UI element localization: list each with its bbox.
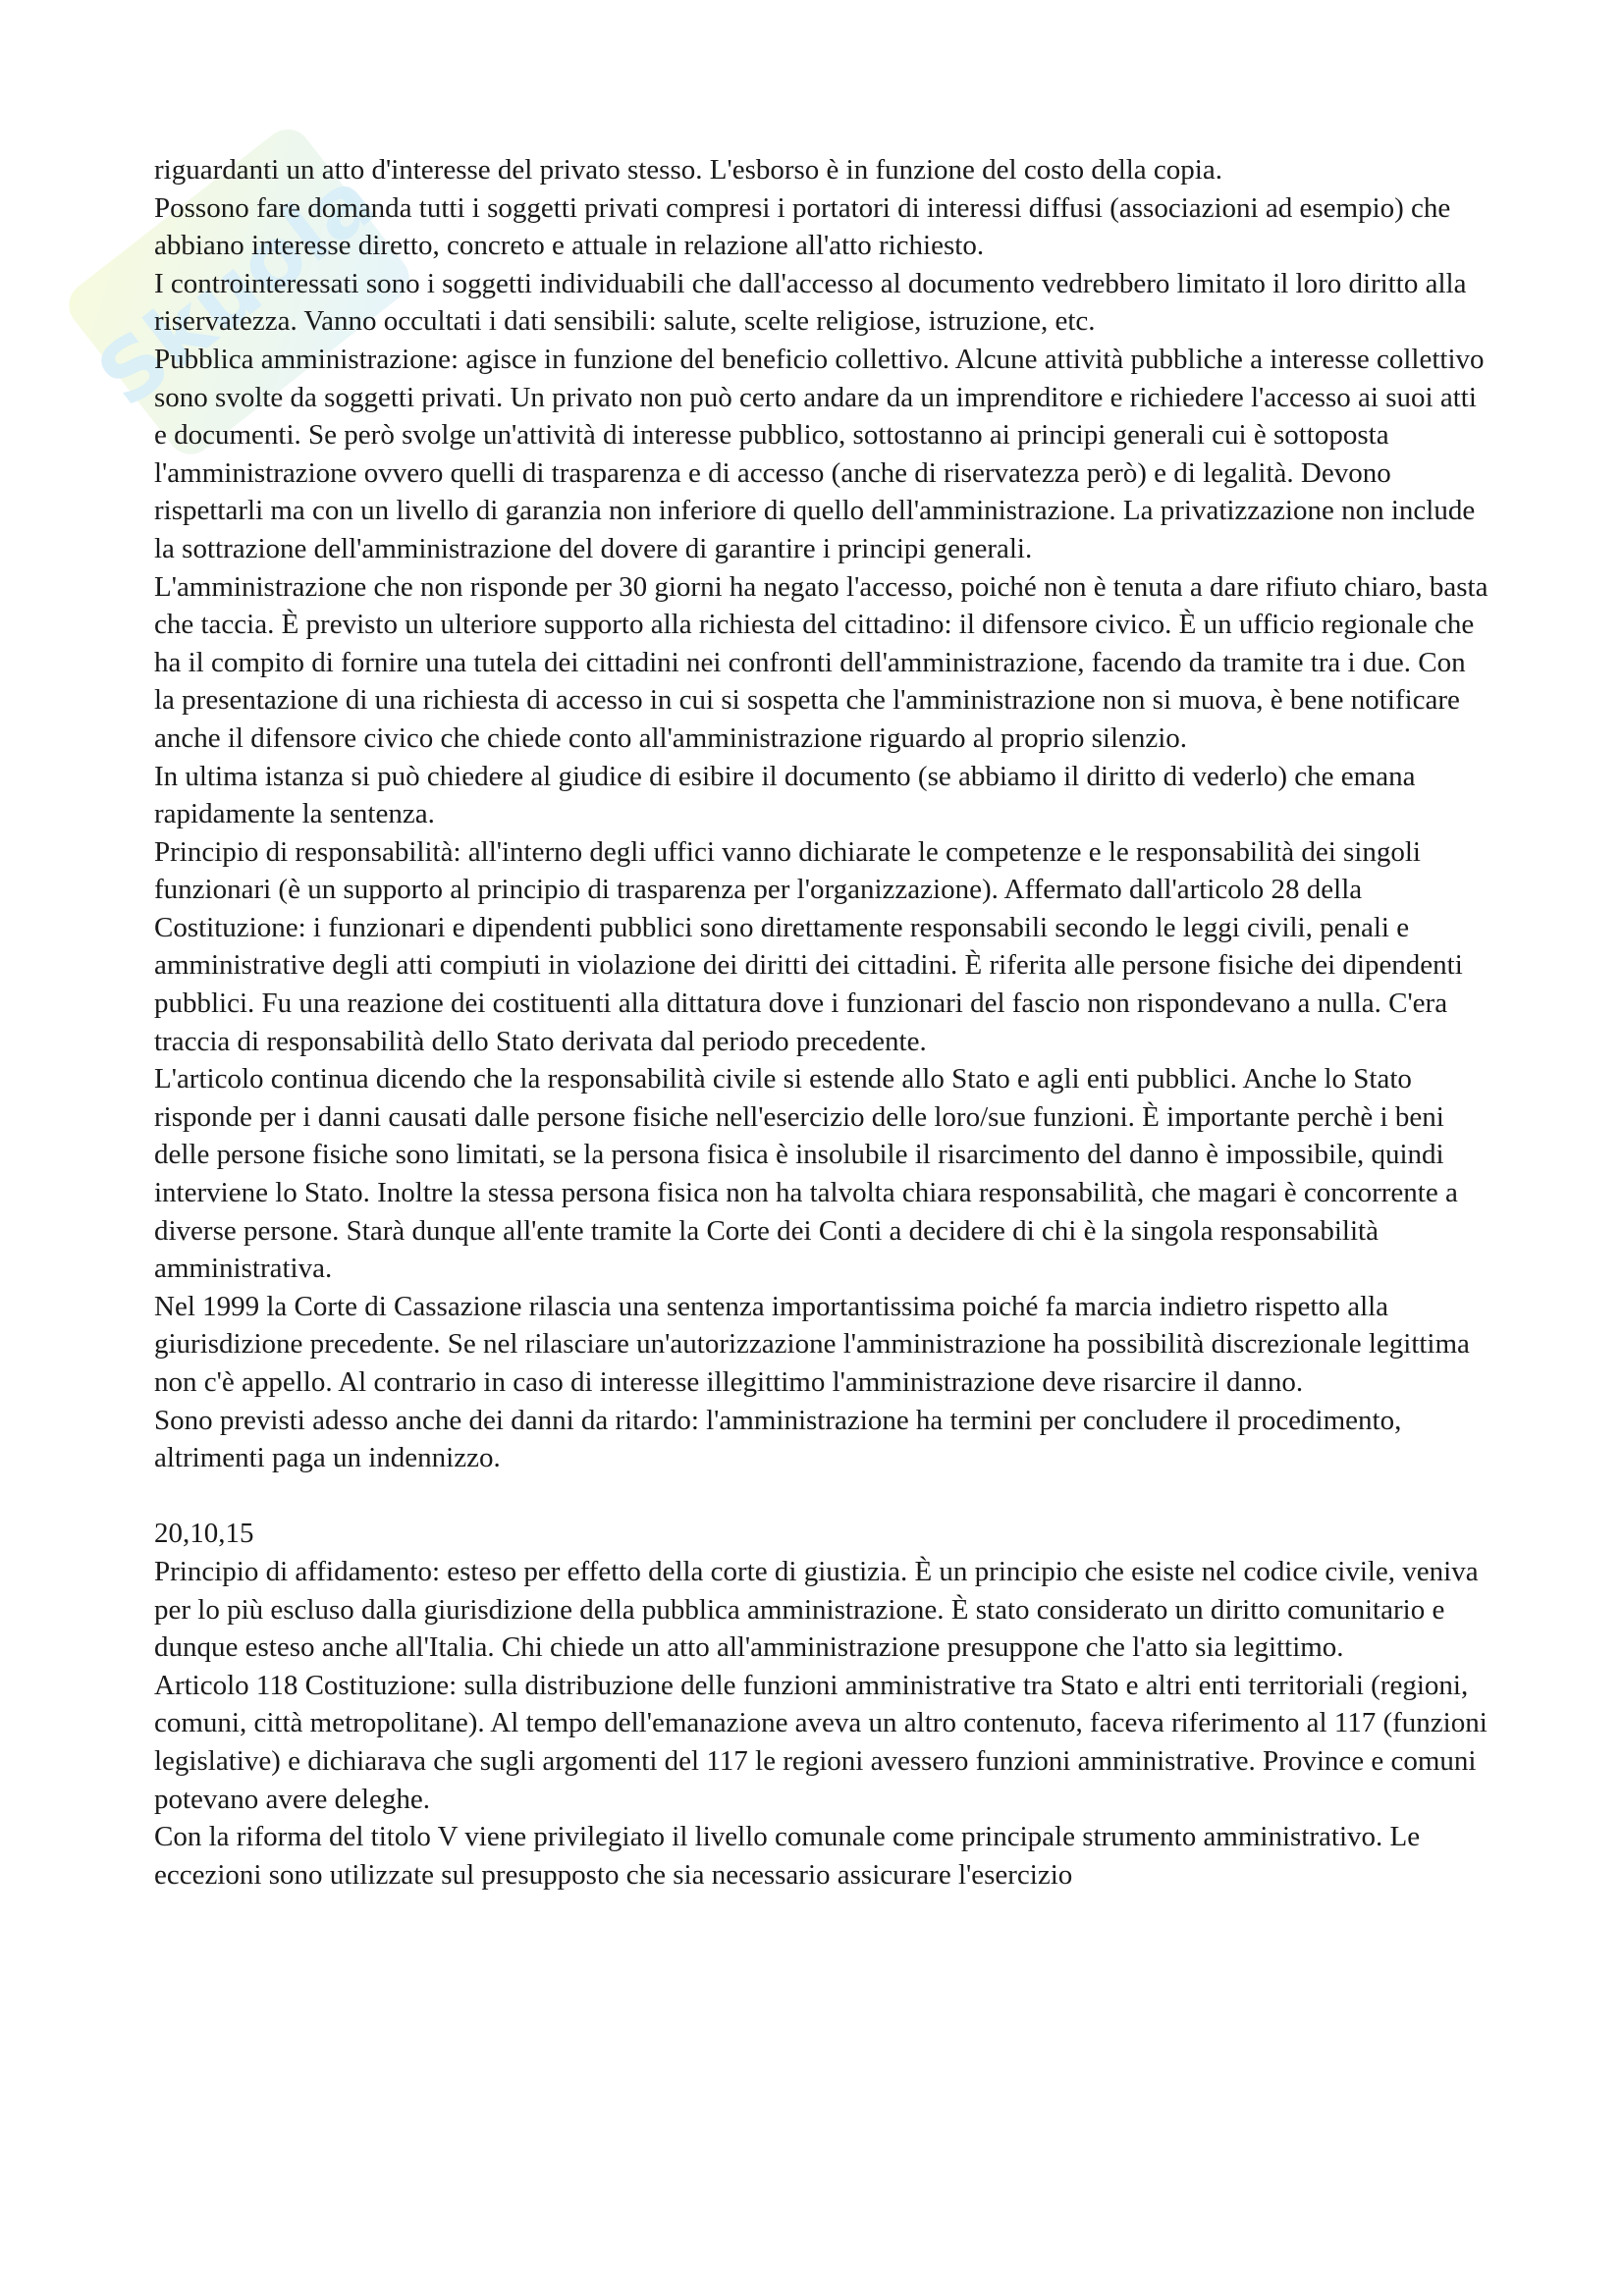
paragraph: Pubblica amministrazione: agisce in funzione del beneficio collettivo. Alcune attività pubbliche a interesse collettivo sono svolte da soggetti privati. Un privato non può certo andare da un imprenditore e richiedere l'accesso ai suoi atti e documenti. Se però svolge un'attività di interesse pubblico, sottostanno ai principi generali cui è sottoposta l'amministrazione ovvero quelli di trasparenza e di accesso (anche di riservatezza però) e di legalità. Devono rispettarli ma con un livello di garanzia non inferiore di quello dell'amministrazione. La privatizzazione non include la sottrazione dell'amministrazione del dovere di garantire i principi generali. [154, 343, 1485, 564]
paragraph: Sono previsti adesso anche dei danni da ritardo: l'amministrazione ha termini per concludere il procedimento, altrimenti paga un indennizzo. [154, 1404, 1402, 1474]
paragraph: Possono fare domanda tutti i soggetti privati compresi i portatori di interessi diffusi (associazioni ad esempio) che abbiano interesse diretto, concreto e attuale in relazione all'atto richiesto. [154, 191, 1451, 262]
paragraph: Principio di affidamento: esteso per effetto della corte di giustizia. È un principio che esiste nel codice civile, veniva per lo più escluso dalla giurisdizione della pubblica amministrazione. È stato considerato un diritto comunitario e dunque esteso anche all'Italia. Chi chiede un atto all'amministrazione presuppone che l'atto sia legittimo. [154, 1555, 1479, 1664]
paragraph: In ultima istanza si può chiedere al giudice di esibire il documento (se abbiamo il diritto di vederlo) che emana rapidamente la sentenza. [154, 760, 1416, 830]
paragraph: L'amministrazione che non risponde per 30 giorni ha negato l'accesso, poiché non è tenuta a dare rifiuto chiaro, basta che taccia. È previsto un ulteriore supporto alla richiesta del cittadino: il difensore civico. È un ufficio regionale che ha il compito di fornire una tutela dei cittadini nei confronti dell'amministrazione, facendo da tramite tra i due. Con la presentazione di una richiesta di accesso in cui si sospetta che l'amministrazione non si muova, è bene notificare anche il difensore civico che chiede conto all'amministrazione riguardo al proprio silenzio. [154, 570, 1488, 754]
paragraph: Articolo 118 Costituzione: sulla distribuzione delle funzioni amministrative tra Stato e altri enti territoriali (regioni, comuni, città metropolitane). Al tempo dell'emanazione aveva un altro contenuto, faceva riferimento al 117 (funzioni legislative) e dichiarava che sugli argomenti del 117 le regioni avessero funzioni amministrative. Province e comuni potevano avere deleghe. [154, 1669, 1488, 1815]
paragraph: I controinteressati sono i soggetti individuabili che dall'accesso al documento vedrebbero limitato il loro diritto alla riservatezza. Vanno occultati i dati sensibili: salute, scelte religiose, istruzione, etc. [154, 267, 1467, 338]
paragraph: Con la riforma del titolo V viene privilegiato il livello comunale come principale strumento amministrativo. Le eccezioni sono utilizzate sul presupposto che sia necessario assicurare l'esercizio [154, 1821, 1421, 1891]
paragraph: Nel 1999 la Corte di Cassazione rilascia una sentenza importantissima poiché fa marcia indietro rispetto alla giurisdizione precedente. Se nel rilasciare un'autorizzazione l'amministrazione ha possibilità discrezionale legittima non c'è appello. Al contrario in caso di interesse illegittimo l'amministrazione deve risarcire il danno. [154, 1290, 1470, 1398]
date-heading: 20,10,15 [154, 1518, 254, 1550]
document-body [154, 151, 1489, 1894]
watermark-text: Skuola [80, 151, 394, 427]
blank-line [154, 1477, 1489, 1516]
paragraph: L'articolo continua dicendo che la responsabilità civile si estende allo Stato e agli enti pubblici. Anche lo Stato risponde per i danni causati dalle persone fisiche nell'esercizio delle loro/sue funzioni. È importante perchè i beni delle persone fisiche sono limitati, se la persona fisica è insolubile il risarcimento del danno è impossibile, quindi interviene lo Stato. Inoltre la stessa persona fisica non ha talvolta chiara responsabilità, che magari è concorrente a diverse persone. Starà dunque all'ente tramite la Corte dei Conti a decidere di chi è la singola responsabilità amministrativa. [154, 1063, 1458, 1285]
paragraph: riguardanti un atto d'interesse del privato stesso. L'esborso è in funzione del costo della copia. [154, 154, 1222, 186]
paragraph: Principio di responsabilità: all'interno degli uffici vanno dichiarate le competenze e le responsabilità dei singoli funzionari (è un supporto al principio di trasparenza per l'organizzazione). Affermato dall'articolo 28 della Costituzione: i funzionari e dipendenti pubblici sono direttamente responsabili secondo le leggi civili, penali e amministrative degli atti compiuti in violazione dei diritti dei cittadini. È riferita alle persone fisiche dei dipendenti pubblici. Fu una reazione dei costituenti alla dittatura dove i funzionari del fascio non rispondevano a nulla. C'era traccia di responsabilità dello Stato derivata dal periodo precedente. [154, 835, 1463, 1057]
